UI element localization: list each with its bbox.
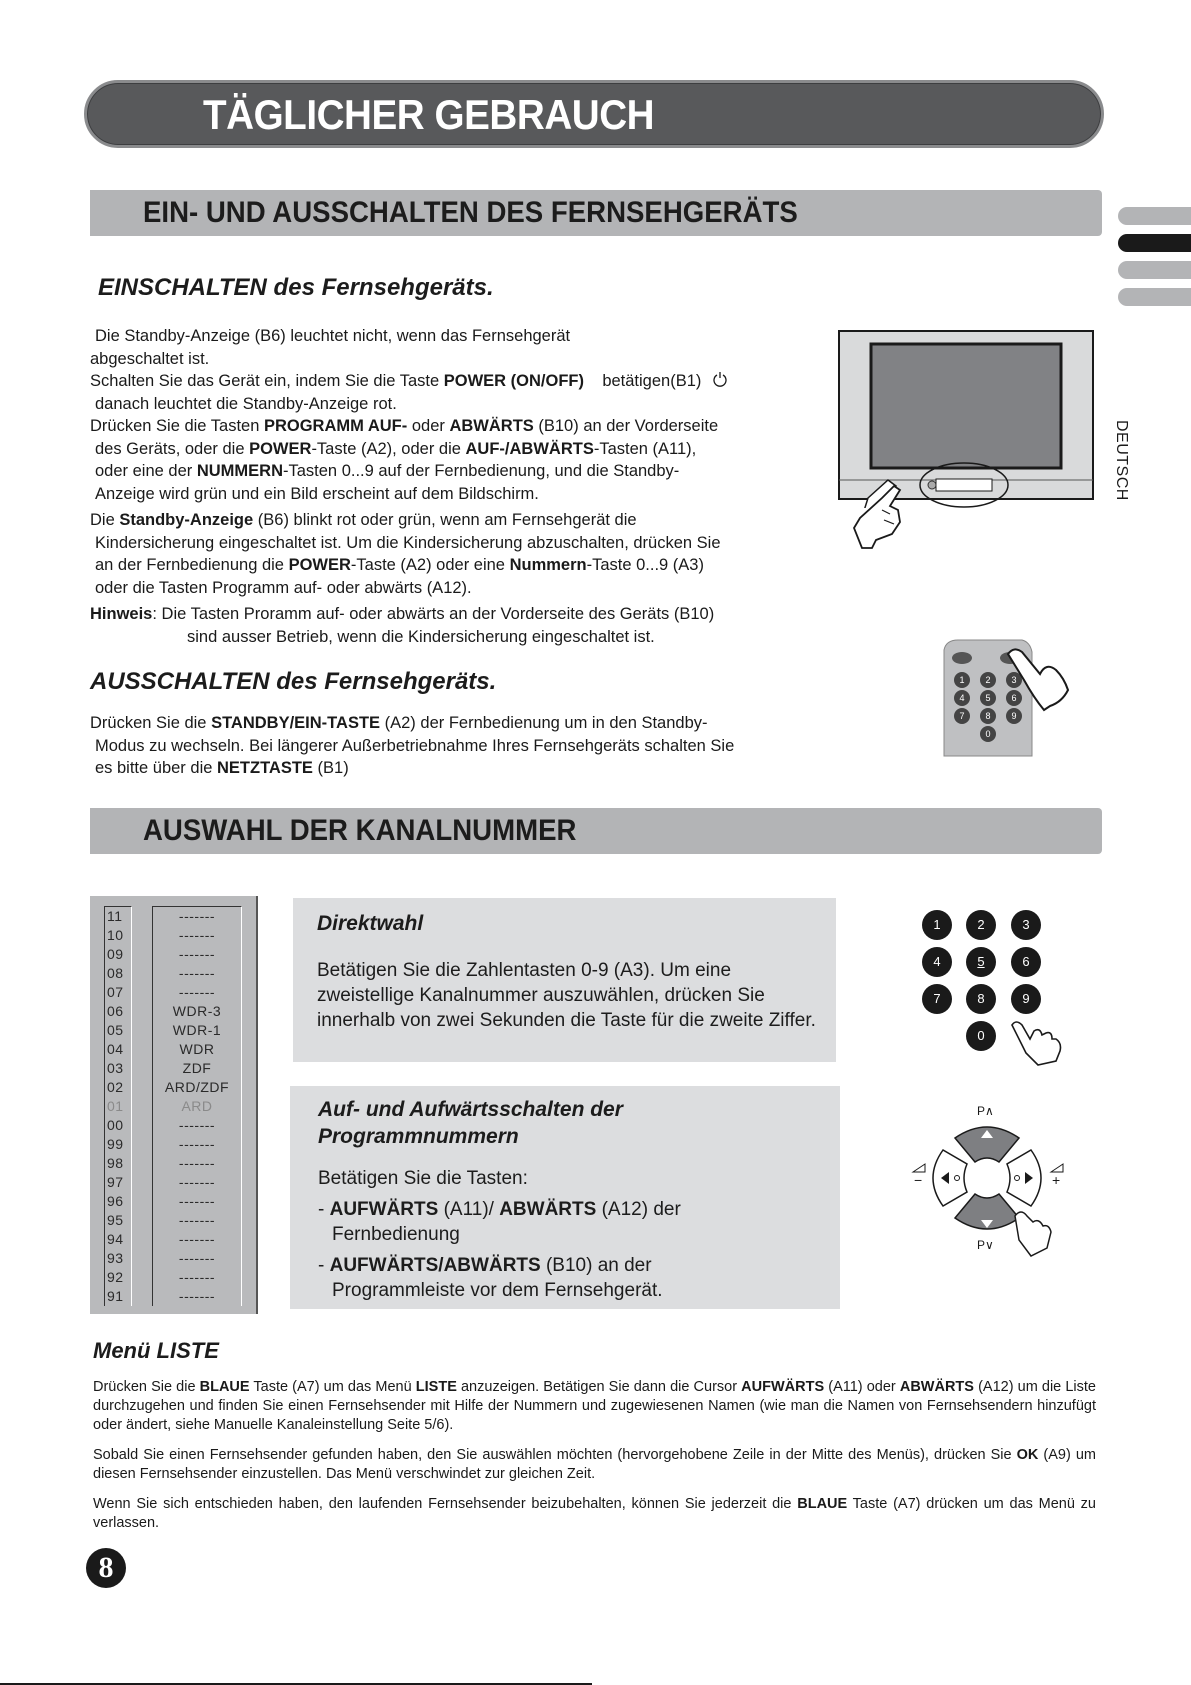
channel-number-column bbox=[104, 906, 132, 1306]
text: (B1) bbox=[312, 759, 349, 777]
channel-number: 98 bbox=[107, 1155, 124, 1171]
text-line bbox=[90, 415, 810, 438]
bold-text: PROGRAMM AUF- bbox=[263, 417, 408, 435]
volume-down-label: − bbox=[914, 1172, 923, 1188]
bold-text: NETZTASTE bbox=[217, 759, 313, 777]
text: Die bbox=[90, 511, 120, 529]
channel-name-column bbox=[152, 906, 242, 1306]
channel-name: ------- bbox=[178, 1231, 216, 1247]
remote-key-6: 6 bbox=[1006, 690, 1022, 706]
channel-number: 04 bbox=[107, 1041, 124, 1057]
menu-list-paragraph-2 bbox=[93, 1446, 1096, 1484]
menu-list-paragraph-3 bbox=[93, 1495, 1096, 1533]
bold-text: OK bbox=[1016, 1447, 1039, 1463]
text: (A12) um die Liste durchzugehen und finden Sie einen Fernsehsender mit Hilfe der Nummern und zugewiesenen Namen (wie man die Namen von Fernsehsendern hinzufügt oder ändert, siehe Manuelle Kanaleinstellung Seite 5/6). bbox=[93, 1379, 1096, 1433]
remote-key-3: 3 bbox=[1006, 672, 1022, 688]
subheading-on: EINSCHALTEN des Fernsehgeräts. bbox=[98, 274, 494, 301]
channel-number: 95 bbox=[107, 1212, 124, 1228]
subheading-off: AUSSCHALTEN des Fernsehgeräts. bbox=[90, 668, 497, 695]
menu-list-paragraph-1 bbox=[93, 1378, 1096, 1435]
direct-selection-title: Direktwahl bbox=[317, 912, 424, 935]
text-line: Die Standby-Anzeige (B6) leuchtet nicht, wenn das Fernsehgerät bbox=[95, 327, 571, 345]
remote-key-0: 0 bbox=[980, 726, 996, 742]
text-line bbox=[90, 509, 810, 532]
volume-up-label: + bbox=[1052, 1172, 1061, 1188]
bold-text: LISTE bbox=[415, 1379, 457, 1395]
key-3: 3 bbox=[1011, 910, 1041, 940]
section-heading-bar bbox=[90, 808, 1102, 854]
channel-number: 09 bbox=[107, 946, 124, 962]
note-line bbox=[90, 603, 810, 626]
direct-selection-text: Betätigen Sie die Zahlentasten 0-9 (A3). Um eine zweistellige Kanalnummer auszuwählen, drücken Sie innerhalb von zwei Sekunden die Taste für die zweite Ziffer. bbox=[317, 960, 816, 1031]
channel-number: 94 bbox=[107, 1231, 124, 1247]
list-item bbox=[318, 1197, 828, 1222]
channel-name: ARD bbox=[181, 1098, 213, 1114]
text: -Tasten (A11), bbox=[593, 439, 697, 458]
text: Drücken Sie die bbox=[90, 714, 212, 732]
text: (A2) der Fernbedienung um in den Standby- bbox=[380, 714, 708, 732]
channel-number: 11 bbox=[107, 908, 123, 924]
channel-name: ARD/ZDF bbox=[164, 1079, 230, 1095]
title-line: Programmnummern bbox=[318, 1125, 519, 1148]
text-line bbox=[90, 438, 810, 461]
power-icon bbox=[712, 371, 728, 387]
channel-number: 05 bbox=[107, 1022, 124, 1038]
text: -Tasten 0...9 auf der Fernbedienung, und die Standby- bbox=[283, 462, 680, 480]
text: es bitte über die bbox=[95, 759, 217, 777]
side-tab-2-active bbox=[1118, 234, 1191, 252]
text-line bbox=[90, 370, 810, 393]
off-instructions bbox=[90, 712, 810, 780]
bold-text: Nummern bbox=[509, 556, 587, 574]
channel-name: ------- bbox=[178, 908, 216, 924]
remote-key-7: 7 bbox=[954, 708, 970, 724]
direct-selection-box bbox=[293, 898, 836, 1062]
text-line bbox=[90, 460, 810, 483]
text: oder bbox=[407, 417, 450, 435]
bold-text: BLAUE bbox=[199, 1379, 250, 1395]
text: (A11)/ bbox=[438, 1199, 500, 1220]
channel-name: ------- bbox=[178, 965, 216, 981]
dpad-illustration bbox=[895, 1098, 1080, 1268]
bold-text: STANDBY/EIN-TASTE bbox=[211, 714, 381, 732]
remote-key-1: 1 bbox=[954, 672, 970, 688]
on-instructions bbox=[90, 325, 810, 648]
text: anzuzeigen. Betätigen Sie dann die Cursor bbox=[456, 1379, 742, 1395]
subheading-menu-list: Menü LISTE bbox=[93, 1338, 219, 1363]
bold-text: POWER bbox=[288, 556, 351, 574]
up-down-text bbox=[318, 1166, 828, 1303]
note-line: sind ausser Betrieb, wenn die Kindersicherung eingeschaltet ist. bbox=[187, 627, 655, 646]
text-line: danach leuchtet die Standby-Anzeige rot. bbox=[95, 394, 397, 413]
bold-text: AUFWÄRTS bbox=[329, 1199, 439, 1220]
text: betätigen(B1) bbox=[583, 372, 702, 390]
page-number: 8 bbox=[86, 1548, 126, 1588]
text: Wenn Sie sich entschieden haben, den laufenden Fernsehsender beizubehalten, können Sie jederzeit die bbox=[93, 1496, 798, 1512]
page-title-banner bbox=[84, 80, 1104, 148]
title-line: Auf- und Aufwärtsschalten der bbox=[318, 1098, 623, 1121]
bold-text: ABWÄRTS bbox=[899, 1379, 974, 1395]
text: Drücken Sie die Tasten bbox=[90, 417, 264, 435]
text: Sobald Sie einen Fernsehsender gefunden haben, den Sie auswählen möchten (hervorgehobene Zeile in der Mitte des Menüs), drücken Sie bbox=[93, 1447, 1017, 1463]
channel-number: 03 bbox=[107, 1060, 124, 1076]
key-8: 8 bbox=[966, 984, 996, 1014]
remote-key-8: 8 bbox=[980, 708, 996, 724]
channel-name: ------- bbox=[178, 1212, 216, 1228]
key-6: 6 bbox=[1011, 947, 1041, 977]
channel-number: 91 bbox=[107, 1288, 124, 1304]
remote-key-4: 4 bbox=[954, 690, 970, 706]
key-2: 2 bbox=[966, 910, 996, 940]
section-heading: EIN- UND AUSSCHALTEN DES FERNSEHGERÄTS bbox=[143, 196, 798, 229]
text: - bbox=[318, 1199, 330, 1220]
channel-number: 10 bbox=[107, 927, 124, 943]
number-keypad-illustration bbox=[910, 900, 1070, 1060]
program-up-label: P∧ bbox=[977, 1104, 994, 1118]
text-line: Kindersicherung eingeschaltet ist. Um die Kindersicherung abzuschalten, drücken Sie bbox=[95, 533, 721, 552]
note-label: Hinweis bbox=[90, 605, 153, 623]
text: (B6) blinkt rot oder grün, wenn am Fernsehgerät die bbox=[253, 511, 637, 529]
language-label: DEUTSCH bbox=[1113, 420, 1130, 501]
list-item-cont: Fernbedienung bbox=[332, 1224, 460, 1245]
text-line bbox=[90, 757, 810, 780]
channel-name: ------- bbox=[178, 1193, 216, 1209]
remote-key-9: 9 bbox=[1006, 708, 1022, 724]
text: des Geräts, oder die bbox=[95, 439, 250, 458]
channel-name: ------- bbox=[178, 1136, 216, 1152]
text: Schalten Sie das Gerät ein, indem Sie die Taste bbox=[90, 372, 444, 390]
channel-name: ------- bbox=[178, 946, 216, 962]
text: (B10) an der bbox=[540, 1255, 652, 1276]
list-item bbox=[318, 1253, 828, 1278]
up-down-box bbox=[290, 1086, 840, 1309]
channel-number: 97 bbox=[107, 1174, 124, 1190]
section-heading-bar bbox=[90, 190, 1102, 236]
bold-text: AUFWÄRTS bbox=[741, 1379, 825, 1395]
text: oder eine der bbox=[95, 462, 197, 480]
channel-name: WDR bbox=[179, 1041, 215, 1057]
bold-text: POWER (ON/OFF) bbox=[443, 372, 584, 390]
text: (A12) der bbox=[596, 1199, 681, 1220]
bold-text: ABWÄRTS bbox=[449, 417, 534, 435]
text-line: Anzeige wird grün und ein Bild erscheint auf dem Bildschirm. bbox=[95, 484, 539, 503]
text-line bbox=[90, 554, 810, 577]
channel-name: ZDF bbox=[182, 1060, 212, 1076]
channel-name: ------- bbox=[178, 1288, 216, 1304]
intro-line: Betätigen Sie die Tasten: bbox=[318, 1168, 528, 1189]
channel-number: 99 bbox=[107, 1136, 124, 1152]
channel-number: 96 bbox=[107, 1193, 124, 1209]
program-down-label: P∨ bbox=[977, 1238, 994, 1252]
channel-name: ------- bbox=[178, 1250, 216, 1266]
channel-number: 00 bbox=[107, 1117, 124, 1133]
pointing-hand-icon bbox=[852, 480, 912, 550]
section-heading: AUSWAHL DER KANALNUMMER bbox=[143, 814, 577, 847]
side-tab-4 bbox=[1118, 288, 1191, 306]
text-line bbox=[90, 712, 810, 735]
list-item-cont: Programmleiste vor dem Fernsehgerät. bbox=[332, 1280, 663, 1301]
bold-text: POWER bbox=[249, 439, 312, 458]
text: -Taste (A2), oder die bbox=[311, 439, 466, 458]
remote-illustration bbox=[940, 638, 1062, 758]
bold-text: AUFWÄRTS/ABWÄRTS bbox=[329, 1255, 541, 1276]
text-line: abgeschaltet ist. bbox=[90, 349, 210, 368]
channel-name: ------- bbox=[178, 927, 216, 943]
channel-name: ------- bbox=[178, 1117, 216, 1133]
pressing-hand-icon bbox=[1006, 1017, 1066, 1067]
key-1: 1 bbox=[922, 910, 952, 940]
channel-number: 07 bbox=[107, 984, 124, 1000]
channel-name: WDR-3 bbox=[172, 1003, 222, 1019]
channel-name: ------- bbox=[178, 1174, 216, 1190]
pressing-hand-icon bbox=[1004, 640, 1074, 730]
channel-number: 93 bbox=[107, 1250, 124, 1266]
text: (B10) an der Vorderseite bbox=[533, 417, 719, 435]
up-down-title bbox=[318, 1096, 623, 1150]
text-line: Modus zu wechseln. Bei längerer Außerbetriebnahme Ihres Fernsehgeräts schalten Sie bbox=[95, 736, 735, 755]
channel-name: ------- bbox=[178, 1155, 216, 1171]
page-title: TÄGLICHER GEBRAUCH bbox=[203, 91, 655, 138]
channel-name: ------- bbox=[178, 984, 216, 1000]
bold-text: ABWÄRTS bbox=[499, 1199, 597, 1220]
text: an der Fernbedienung die bbox=[95, 556, 289, 574]
channel-number: 08 bbox=[107, 965, 124, 981]
channel-list bbox=[90, 896, 258, 1314]
bold-text: BLAUE bbox=[797, 1496, 848, 1512]
key-4: 4 bbox=[922, 947, 952, 977]
side-tab-1 bbox=[1118, 207, 1191, 225]
bold-text: NUMMERN bbox=[196, 462, 283, 480]
key-0: 0 bbox=[966, 1021, 996, 1051]
text: (A11) oder bbox=[824, 1379, 900, 1395]
key-5: 5 bbox=[966, 947, 996, 977]
text-line: oder die Tasten Programm auf- oder abwärts (A12). bbox=[95, 578, 472, 597]
channel-number: 92 bbox=[107, 1269, 124, 1285]
text: Drücken Sie die bbox=[93, 1379, 200, 1395]
text: -Taste (A2) oder eine bbox=[350, 556, 510, 574]
remote-key-2: 2 bbox=[980, 672, 996, 688]
text: : Die Tasten Proramm auf- oder abwärts an der Vorderseite des Geräts (B10) bbox=[152, 605, 715, 623]
bold-text: AUF-/ABWÄRTS bbox=[465, 439, 594, 458]
text: Taste (A7) drücken um das Menü zu verlassen. bbox=[93, 1496, 1096, 1531]
channel-number: 06 bbox=[107, 1003, 124, 1019]
remote-key-5: 5 bbox=[980, 690, 996, 706]
key-9: 9 bbox=[1011, 984, 1041, 1014]
text: -Taste 0...9 (A3) bbox=[586, 556, 704, 574]
text: Taste (A7) um das Menü bbox=[249, 1379, 416, 1395]
text: (A9) um diesen Fernsehsender einzustellen. Das Menü verschwindet zur gleichen Zeit. bbox=[93, 1447, 1096, 1482]
channel-name: ------- bbox=[178, 1269, 216, 1285]
text: - bbox=[318, 1255, 330, 1276]
channel-number: 01 bbox=[107, 1098, 124, 1114]
side-tab-3 bbox=[1118, 261, 1191, 279]
channel-name: WDR-1 bbox=[172, 1022, 222, 1038]
bold-text: Standby-Anzeige bbox=[119, 511, 254, 529]
key-7: 7 bbox=[922, 984, 952, 1014]
channel-number: 02 bbox=[107, 1079, 124, 1095]
